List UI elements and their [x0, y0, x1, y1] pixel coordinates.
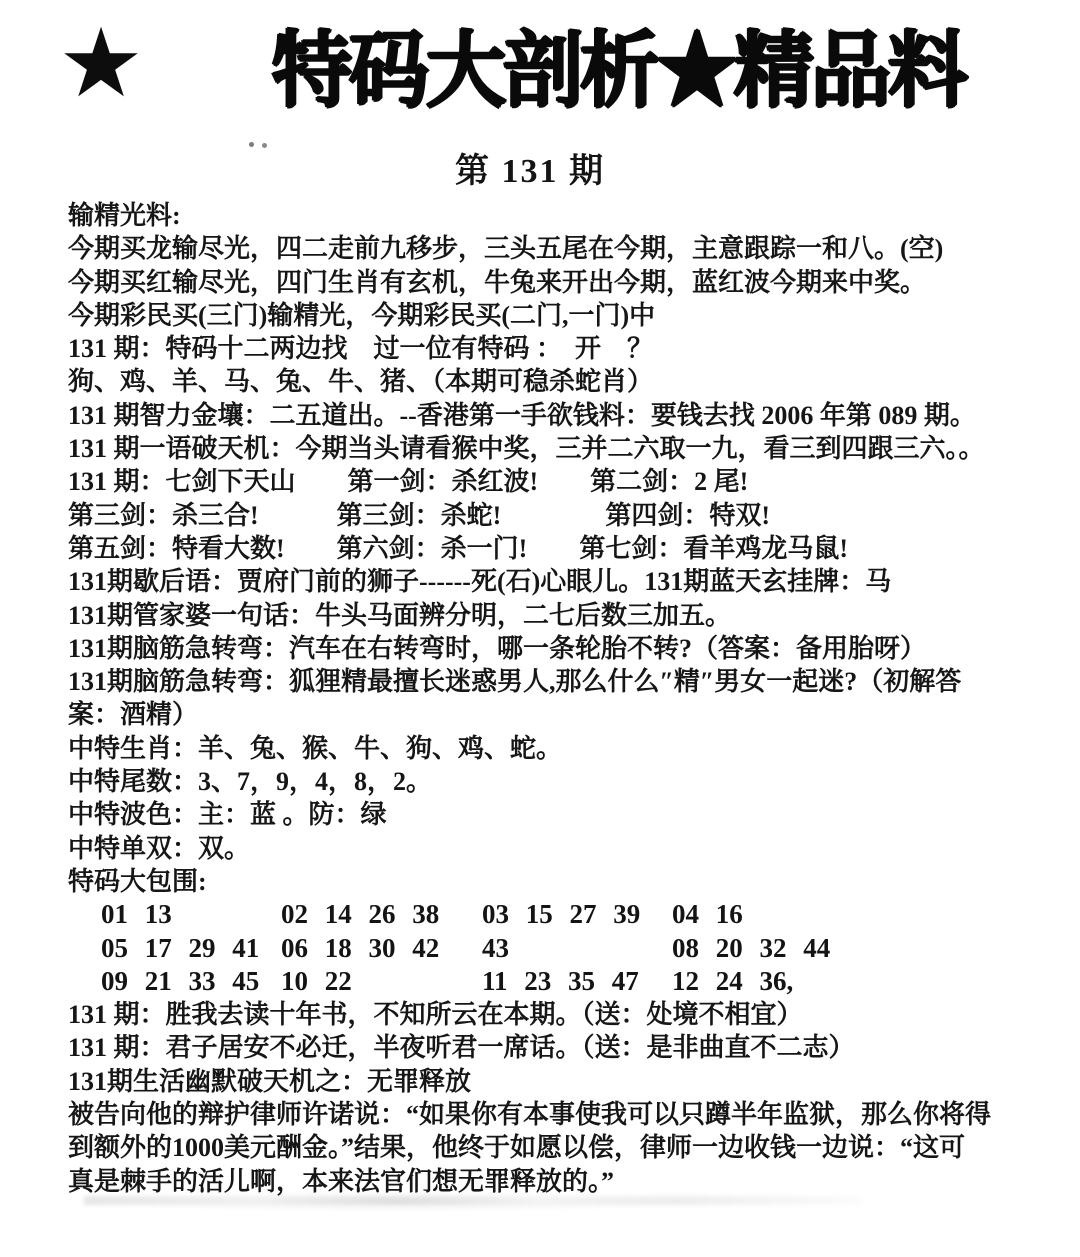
- line-text: 期：胜我去读十年书，不知所云在本期。（送：处境不相宜）: [107, 1000, 803, 1030]
- text-line: [68, 998, 1050, 1031]
- issue-prefix: 131: [68, 1066, 107, 1096]
- text-line: [68, 698, 1050, 731]
- line-text: 输精光料:: [68, 201, 181, 230]
- text-line: [68, 1165, 1050, 1198]
- issue-prefix: 131: [68, 633, 107, 663]
- text-line: [68, 599, 1050, 632]
- number-cell: 01 13: [101, 899, 172, 930]
- line-text: 案：酒精）: [68, 700, 199, 730]
- line-text: 中特生肖：羊、兔、猴、牛、狗、鸡、蛇。: [68, 733, 563, 763]
- line-text: 今期买红输尽光，四门生肖有玄机，牛兔来开出今期，蓝红波今期来中奖。: [68, 267, 927, 297]
- document-body: [68, 199, 1050, 1198]
- number-cell: 08 20 32 44: [672, 932, 831, 963]
- number-cell: 05 17 29 41: [101, 932, 260, 963]
- text-line: [68, 1098, 1050, 1131]
- number-row: [101, 965, 1050, 998]
- text-line: [68, 266, 1050, 299]
- line-text: 第五剑：特看大数! 第六剑：杀一门! 第七剑：看羊鸡龙马鼠!: [68, 533, 848, 563]
- line-text: 狗、鸡、羊、马、兔、牛、猪、（本期可稳杀蛇肖）: [68, 367, 654, 397]
- number-cell: 11 23 35 47: [482, 965, 639, 996]
- line-text: 到额外的1000美元酬金。”结果，他终于如愿以偿，律师一边收钱一边说：“这可: [68, 1133, 966, 1163]
- text-line: [68, 399, 1050, 432]
- text-line: [68, 665, 1050, 698]
- line-text: 被告向他的辩护律师许诺说：“如果你有本事使我可以只蹲半年监狱，那么你将得: [68, 1100, 992, 1130]
- text-line: [68, 432, 1050, 465]
- line-text: 中特波色：主：蓝 。防：绿: [68, 800, 387, 830]
- number-cell: 09 21 33 45: [101, 965, 260, 996]
- line-text: 真是棘手的活儿啊，本来法官们想无罪释放的。”: [68, 1166, 615, 1196]
- line-text: 中特尾数：3、7，9，4，8，2。: [68, 767, 433, 797]
- line-text: 期管家婆一句话：牛头马面辨分明，二七后数三加五。: [107, 600, 732, 630]
- issue-prefix: 131: [68, 1000, 107, 1030]
- number-row: [101, 898, 1050, 931]
- line-text: 期智力金壤：二五道出。--香港第一手欲钱料：要钱去找 2006 年第 089 期。: [107, 400, 976, 430]
- text-line: [68, 499, 1050, 532]
- text-line: [68, 232, 1050, 265]
- scan-artifact-dots: [249, 142, 254, 147]
- text-line: [68, 365, 1050, 398]
- text-line: [68, 332, 1050, 365]
- line-text: 中特单双：双。: [68, 833, 251, 863]
- line-text: 期：七剑下天山 第一剑：杀红波! 第二剑：2 尾!: [107, 467, 749, 497]
- number-row: [101, 932, 1050, 965]
- issue-prefix: 131: [68, 434, 107, 464]
- line-text: 期：君子居安不必迁，半夜听君一席话。（送：是非曲直不二志）: [107, 1033, 855, 1063]
- text-line: [68, 765, 1050, 798]
- number-cell: 12 24 36,: [672, 965, 794, 996]
- star-icon: ★: [58, 10, 145, 117]
- line-text: 期：特码十二两边找 过一位有特码 ： 开 ？: [107, 334, 654, 364]
- issue-prefix: 131: [68, 334, 107, 364]
- issue-prefix: 131: [68, 400, 107, 430]
- issue-prefix: 131: [68, 467, 107, 497]
- number-cell: 04 16: [672, 899, 743, 930]
- text-line: [68, 798, 1050, 831]
- text-line: [68, 532, 1050, 565]
- text-line: [68, 1065, 1050, 1098]
- scan-artifact-smudge: [84, 1196, 864, 1205]
- text-line: [68, 732, 1050, 765]
- number-cell: 03 15 27 39: [482, 899, 641, 930]
- line-text: 期歇后语：贾府门前的狮子------死(石)心眼儿。131期蓝天玄挂牌：马: [107, 567, 892, 597]
- line-text: 今期彩民买(三门)输精光，今期彩民买(二门,一门)中: [68, 300, 656, 330]
- line-text: 期脑筋急转弯：汽车在右转弯时，哪一条轮胎不转?（答案：备用胎呀）: [107, 633, 927, 663]
- text-line: [68, 865, 1050, 898]
- text-line: [68, 565, 1050, 598]
- issue-prefix: 131: [68, 600, 107, 630]
- issue-prefix: 131: [68, 1033, 107, 1063]
- line-text: 期脑筋急转弯：狐狸精最擅长迷惑男人,那么什么″精″男女一起迷?（初解答: [107, 667, 962, 697]
- text-line: [68, 299, 1050, 332]
- page-title: 特码大剖析★精品料: [272, 26, 965, 118]
- line-text: 特码大包围:: [68, 866, 207, 896]
- line-text: 第三剑：杀三合! 第三剑：杀蛇! 第四剑：特双!: [68, 500, 770, 530]
- text-line: [68, 199, 1050, 232]
- issue-prefix: 131: [68, 567, 107, 597]
- text-line: [68, 832, 1050, 865]
- issue-number: 第 131 期: [455, 153, 605, 190]
- number-cell: 06 18 30 42: [281, 932, 440, 963]
- text-line: [68, 632, 1050, 665]
- line-text: 期一语破天机：今期当头请看猴中奖，三并二六取一九，看三到四跟三六。。: [107, 434, 985, 464]
- text-line: [68, 1031, 1050, 1064]
- issue-prefix: 131: [68, 667, 107, 697]
- number-cell: 43: [482, 932, 509, 963]
- number-cell: 10 22: [281, 965, 352, 996]
- line-text: 期生活幽默破天机之：无罪释放: [107, 1066, 472, 1096]
- line-text: 今期买龙输尽光，四二走前九移步，三头五尾在今期，主意跟踪一和八。(空): [68, 234, 944, 264]
- text-line: [68, 465, 1050, 498]
- text-line: [68, 1131, 1050, 1164]
- number-cell: 02 14 26 38: [281, 899, 440, 930]
